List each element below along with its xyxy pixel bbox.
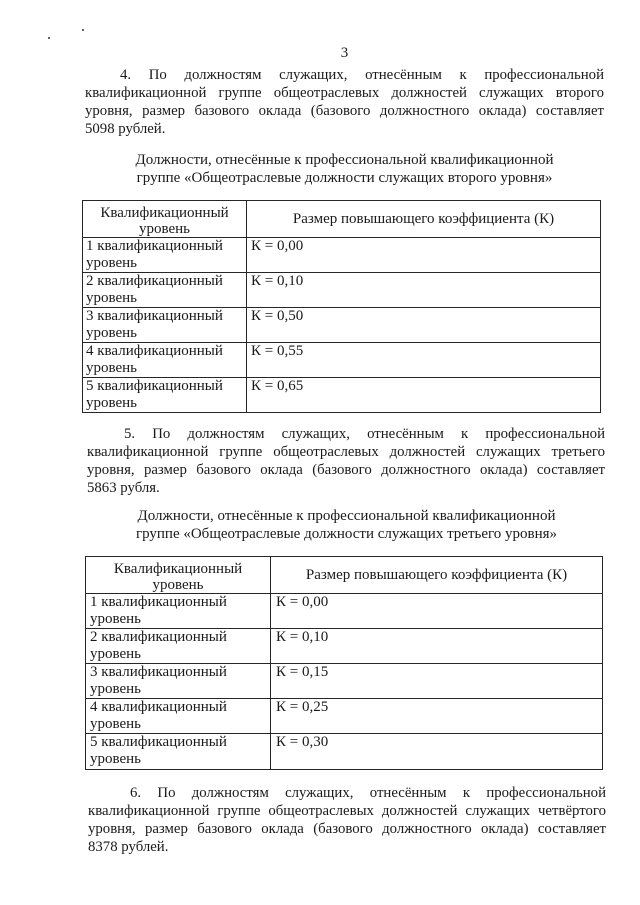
scan-speck (82, 29, 84, 31)
paragraph-line: 4. По должностям служащих, отнесённым к профессиональной (120, 67, 604, 83)
table-row (86, 664, 603, 699)
level-cell (83, 273, 247, 308)
paragraph-line: 6. По должностям служащих, отнесённым к профессиональной (130, 785, 606, 801)
coefficient-cell (247, 238, 601, 273)
header-level-text: Квалификационный уровень (113, 561, 243, 593)
coefficient-table-second-level (82, 200, 601, 413)
level-text: 3 квалификационный уровень (86, 308, 223, 341)
coefficient-cell (271, 699, 603, 734)
coefficient-cell (247, 308, 601, 343)
caption-line: группе «Общеотраслевые должности служащих второго уровня» (136, 170, 553, 186)
coefficient-cell (247, 273, 601, 308)
scan-speck (48, 37, 50, 39)
header-coefficient-cell (271, 557, 603, 594)
level-cell (86, 629, 271, 664)
paragraph-line: 8378 рублей. (88, 839, 169, 855)
paragraph-line: квалификационной группе общеотраслевых должностей служащих четвёртого (88, 803, 606, 819)
level-text: 4 квалификационный уровень (90, 699, 227, 732)
level-text: 5 квалификационный уровень (90, 734, 227, 767)
paragraph-5 (87, 425, 605, 497)
level-text: 5 квалификационный уровень (86, 378, 223, 411)
coefficient-table-third-level (85, 556, 603, 770)
header-coefficient-text: Размер повышающего коэффициента (К) (292, 210, 555, 227)
coefficient-value: К = 0,65 (251, 378, 304, 394)
coefficient-cell (271, 629, 603, 664)
table-caption-third-level (87, 507, 606, 543)
table-row (86, 734, 603, 770)
table-row (86, 699, 603, 734)
level-text: 1 квалификационный уровень (86, 238, 223, 271)
paragraph-line: 5. По должностям служащих, отнесённым к профессиональной (124, 426, 605, 442)
level-text: 2 квалификационный уровень (90, 629, 227, 662)
table-caption-second-level (85, 151, 604, 187)
caption-line: группе «Общеотраслевые должности служащих третьего уровня» (135, 526, 558, 542)
caption-line: Должности, отнесённые к профессиональной квалификационной (137, 508, 556, 524)
level-text: 2 квалификационный уровень (86, 273, 223, 306)
paragraph-4 (85, 66, 604, 138)
paragraph-line: квалификационной группе общеотраслевых должностей служащих второго (85, 85, 604, 101)
level-text: 4 квалификационный уровень (86, 343, 223, 376)
level-cell (86, 734, 271, 770)
coefficient-cell (271, 664, 603, 699)
table-row (83, 308, 601, 343)
coefficient-value: К = 0,00 (276, 594, 329, 610)
header-coefficient-cell (247, 201, 601, 238)
header-coefficient-text: Размер повышающего коэффициента (К) (305, 566, 568, 583)
coefficient-value: К = 0,30 (276, 734, 329, 750)
coefficient-value: К = 0,55 (251, 343, 304, 359)
table-row (83, 238, 601, 273)
coefficient-cell (247, 343, 601, 378)
coefficient-value: К = 0,50 (251, 308, 304, 324)
level-cell (83, 378, 247, 413)
coefficient-cell (247, 378, 601, 413)
paragraph-line: уровня, размер базового оклада (базового должностного оклада) составляет (85, 103, 604, 119)
header-level-cell (83, 201, 247, 238)
header-level-cell (86, 557, 271, 594)
paragraph-line: квалификационной группе общеотраслевых должностей служащих третьего (87, 444, 605, 460)
coefficient-value: К = 0,25 (276, 699, 329, 715)
level-text: 1 квалификационный уровень (90, 594, 227, 627)
coefficient-value: К = 0,00 (251, 238, 304, 254)
table-row (83, 343, 601, 378)
coefficient-cell (271, 594, 603, 629)
level-text: 3 квалификационный уровень (90, 664, 227, 697)
coefficient-value: К = 0,10 (251, 273, 304, 289)
paragraph-line: уровня, размер базового оклада (базового должностного оклада) составляет (87, 462, 605, 478)
table-header-row (83, 201, 601, 238)
page-number: 3 (340, 45, 349, 61)
level-cell (83, 308, 247, 343)
paragraph-line: 5098 рублей. (85, 121, 166, 137)
table-row (83, 378, 601, 413)
caption-line: Должности, отнесённые к профессиональной квалификационной (135, 152, 554, 168)
table-row (83, 273, 601, 308)
paragraph-6 (88, 784, 606, 856)
level-cell (83, 238, 247, 273)
level-cell (83, 343, 247, 378)
table-row (86, 629, 603, 664)
level-cell (86, 594, 271, 629)
header-level-text: Квалификационный уровень (100, 205, 229, 237)
table-row (86, 594, 603, 629)
coefficient-value: К = 0,15 (276, 664, 329, 680)
coefficient-cell (271, 734, 603, 770)
paragraph-line: уровня, размер базового оклада (базового должностного оклада) составляет (88, 821, 606, 837)
level-cell (86, 699, 271, 734)
table-header-row (86, 557, 603, 594)
paragraph-line: 5863 рубля. (87, 480, 160, 496)
coefficient-value: К = 0,10 (276, 629, 329, 645)
level-cell (86, 664, 271, 699)
